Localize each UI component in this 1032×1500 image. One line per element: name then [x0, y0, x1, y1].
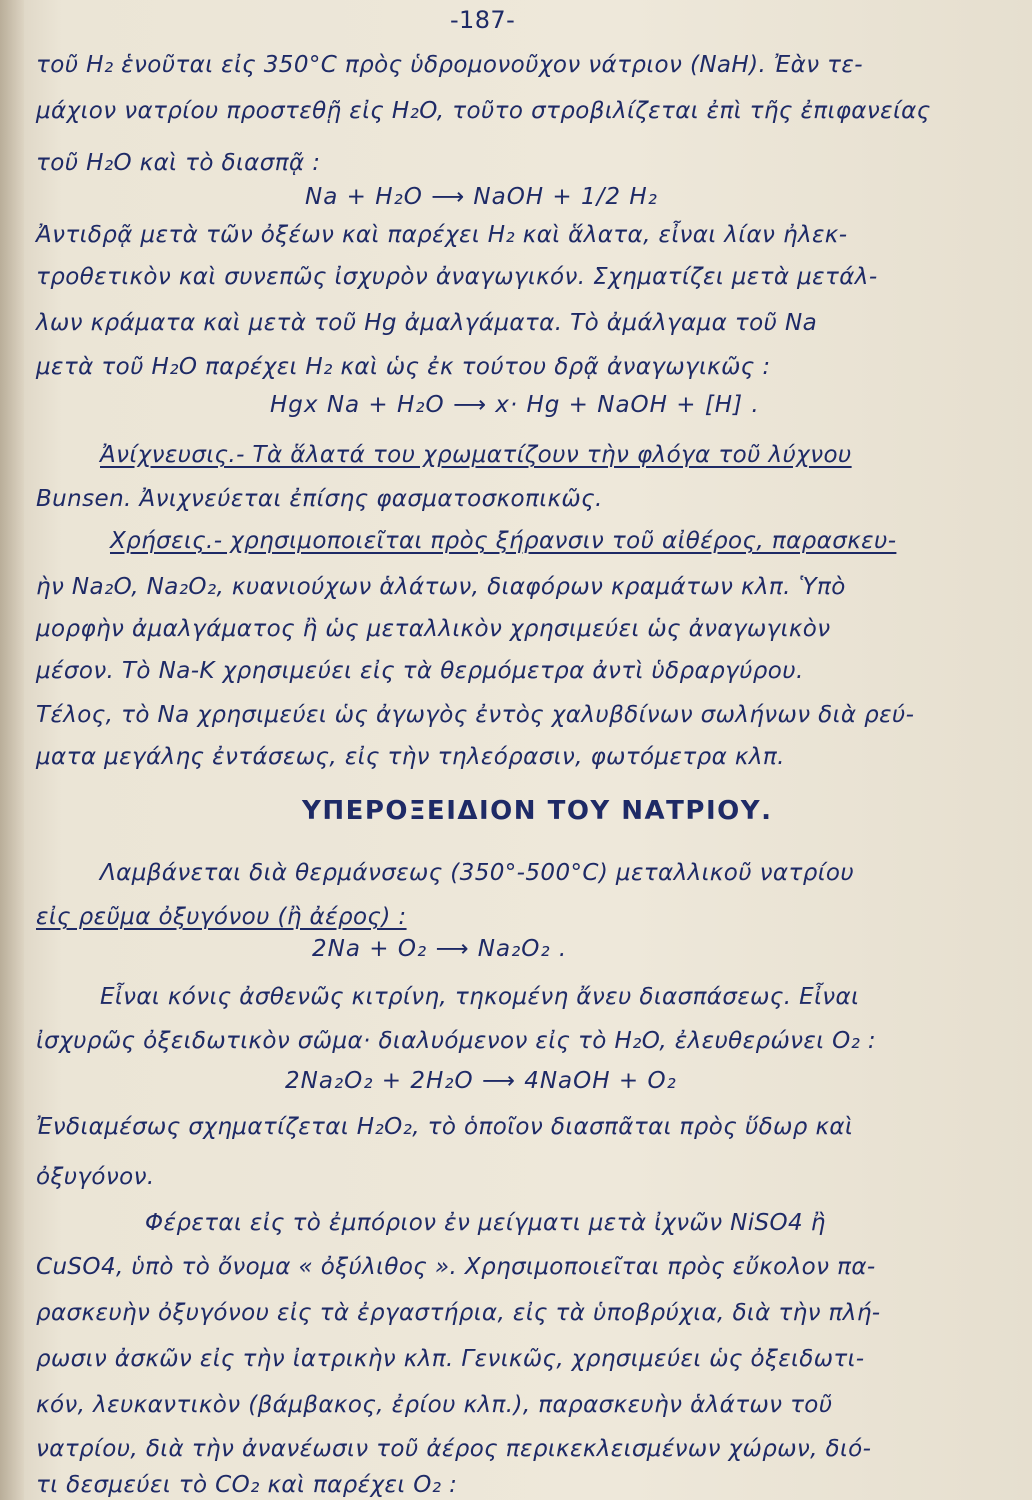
text-line: Ἀντιδρᾷ μετὰ τῶν ὀξέων καὶ παρέχει H₂ καὶ ἅλατα, εἶναι λίαν ἠλεκ- — [36, 222, 848, 248]
equation-line: Na + H₂O ⟶ NaOH + 1/2 H₂ — [305, 184, 658, 210]
text-line: ματα μεγάλης ἐντάσεως, εἰς τὴν τηλεόρασιν, φωτόμετρα κλπ. — [36, 744, 785, 770]
page-gutter-shadow — [0, 0, 24, 1500]
text-line: Εἶναι κόνις ἀσθενῶς κιτρίνη, τηκομένη ἄνευ διασπάσεως. Εἶναι — [100, 984, 860, 1010]
text-line: Ἐνδιαμέσως σχηματίζεται H₂O₂, τὸ ὁποῖον διασπᾶται πρὸς ὕδωρ καὶ — [36, 1114, 854, 1140]
text-line: ρασκευὴν ὀξυγόνου εἰς τὰ ἐργαστήρια, εἰς τὰ ὑποβρύχια, διὰ τὴν πλή- — [36, 1300, 881, 1326]
text-line: ὴν Na₂O, Na₂O₂, κυανιούχων ἁλάτων, διαφόρων κραμάτων κλπ. Ὑπὸ — [36, 574, 846, 600]
text-line: λων κράματα καὶ μετὰ τοῦ Hg ἀμαλγάματα. Τὸ ἀμάλγαμα τοῦ Na — [36, 310, 818, 336]
equation-line: 2Na + O₂ ⟶ Na₂O₂ . — [312, 936, 568, 962]
text-line: τοῦ H₂ ἑνοῦται εἰς 350°C πρὸς ὑδρομονοῦχον νάτριον (NaH). Ἐὰν τε- — [36, 52, 863, 78]
text-line: κόν, λευκαντικὸν (βάμβακος, ἐρίου κλπ.), παρασκευὴν ἁλάτων τοῦ — [36, 1392, 833, 1418]
text-line: Τέλος, τὸ Na χρησιμεύει ὡς ἀγωγὸς ἐντὸς χαλυβδίνων σωλήνων διὰ ρεύ- — [36, 702, 915, 728]
text-line: νατρίου, διὰ τὴν ἀνανέωσιν τοῦ ἀέρος περικεκλεισμένων χώρων, διό- — [36, 1436, 872, 1462]
text-line: CuSO4, ὑπὸ τὸ ὄνομα « ὀξύλιθος ». Χρησιμοποιεῖται πρὸς εὔκολον πα- — [36, 1254, 876, 1280]
text-line: εἰς ρεῦμα ὀξυγόνου (ἢ ἀέρος) : — [36, 904, 407, 930]
text-line: τροθετικὸν καὶ συνεπῶς ἰσχυρὸν ἀναγωγικόν. Σχηματίζει μετὰ μετάλ- — [36, 264, 878, 290]
text-line: μέσον. Τὸ Na-K χρησιμεύει εἰς τὰ θερμόμετρα ἀντὶ ὑδραργύρου. — [36, 658, 804, 684]
text-line: Λαμβάνεται διὰ θερμάνσεως (350°-500°C) μεταλλικοῦ νατρίου — [100, 860, 855, 886]
text-line: ἰσχυρῶς ὀξειδωτικὸν σῶμα· διαλυόμενον εἰς τὸ H₂O, ἐλευθερώνει O₂ : — [36, 1028, 877, 1054]
equation-line: 2Na₂O₂ + 2H₂O ⟶ 4NaOH + O₂ — [285, 1068, 677, 1094]
text-line: μορφὴν ἀμαλγάματος ἢ ὡς μεταλλικὸν χρησιμεύει ὡς ἀναγωγικὸν — [36, 616, 831, 642]
text-line: ρωσιν ἀσκῶν εἰς τὴν ἰατρικὴν κλπ. Γενικῶς, χρησιμεύει ὡς ὀξειδωτι- — [36, 1346, 865, 1372]
section-heading-detection: Ἀνίχνευσις.- Τὰ ἅλατά του χρωματίζουν τὴν φλόγα τοῦ λύχνου — [100, 442, 852, 468]
equation-line: Hgx Na + H₂O ⟶ x· Hg + NaOH + [H] . — [270, 392, 760, 418]
text-line: τι δεσμεύει τὸ CO₂ καὶ παρέχει O₂ : — [36, 1472, 458, 1498]
text-line: τοῦ H₂O καὶ τὸ διασπᾷ : — [36, 150, 321, 176]
text-line: ὀξυγόνον. — [36, 1164, 155, 1190]
text-line: Bunsen. Ἀνιχνεύεται ἐπίσης φασματοσκοπικῶς. — [36, 486, 603, 512]
section-title-sodium-peroxide: ΥΠΕΡΟΞΕΙΔΙΟΝ ΤΟΥ ΝΑΤΡΙΟΥ. — [302, 796, 773, 826]
text-line: μετὰ τοῦ H₂O παρέχει H₂ καὶ ὡς ἐκ τούτου δρᾷ ἀναγωγικῶς : — [36, 354, 771, 380]
section-heading-uses: Χρήσεις.- χρησιμοποιεῖται πρὸς ξήρανσιν τοῦ αἰθέρος, παρασκευ- — [110, 528, 897, 554]
page-number: -187- — [450, 6, 516, 34]
text-line: μάχιον νατρίου προστεθῇ εἰς H₂O, τοῦτο στροβιλίζεται ἐπὶ τῆς ἐπιφανείας — [36, 98, 931, 124]
text-line: Φέρεται εἰς τὸ ἐμπόριον ἐν μείγματι μετὰ ἰχνῶν NiSO4 ἢ — [145, 1210, 826, 1236]
